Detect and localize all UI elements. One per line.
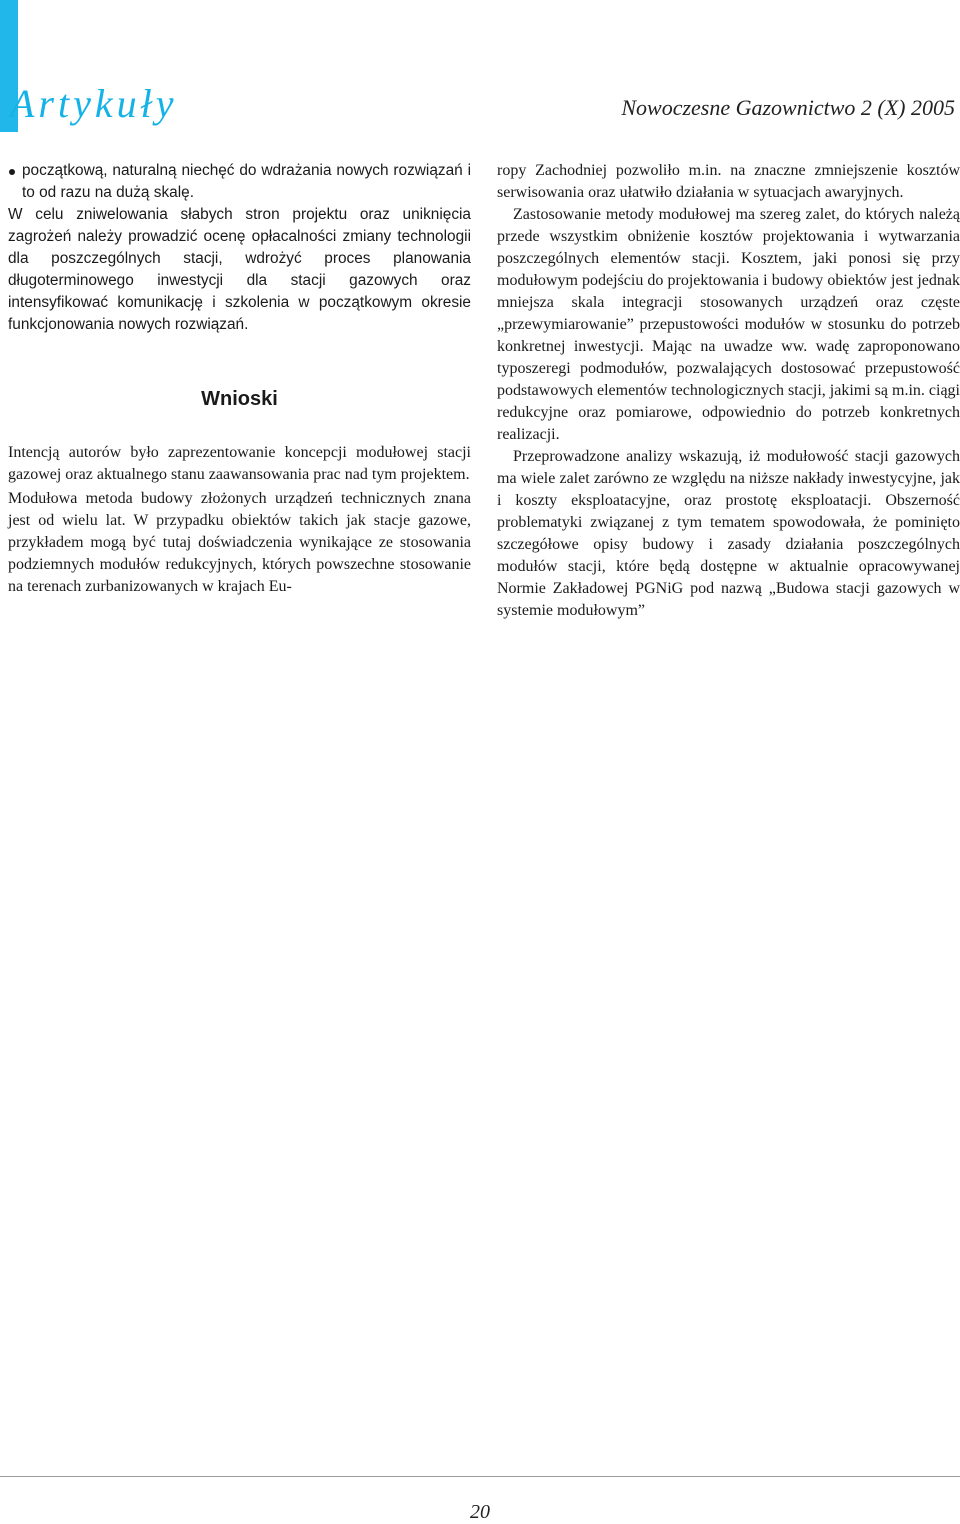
- section-heading: Wnioski: [201, 388, 278, 410]
- paragraph: Zastosowanie metody modułowej ma szereg zalet, do których należą przede wszystkim obniżenie kosztów projektowania i wytwarzania poszczególnych elementów stacji. Kosztem, jaki ponosi się przy modułowym podejściu do projektowania i budowy obiektów jest jednak mniejsza skala integracji stosowanych urządzeń oraz częste „przewymiarowanie” przepustowości modułów w stosunku do potrzeb konkretnej inwestycji. Mając na uwadze ww. wadę zaproponowano typoszeregi podmodułów, pozwalających dostosować przepustowość podstawowych elementów technologicznych stacji, jakimi są m.in. ciągi redukcyjne oraz pomiarowe, odpowiednio do potrzeb konkretnych realizacji.: [497, 206, 960, 443]
- paragraph: ropy Zachodniej pozwoliło m.in. na znaczne zmniejszenie kosztów serwisowania oraz ułatwiło działania w sytuacjach awaryjnych.: [497, 162, 960, 201]
- page-header: [0, 0, 960, 132]
- footer-divider: [0, 1476, 960, 1477]
- paragraph: Przeprowadzone analizy wskazują, iż modułowość stacji gazowych ma wiele zalet zarówno ze względu na niższe nakłady inwestycyjne, jak i koszty eksploatacyjne, oraz prostotę eksploatacji. Obszerność problematyki związanej z tym tematem spowodowała, że pominięto szczegółowe opisy budowy i zasady działania poszczególnych modułów stacji, które będą dostępne w aktualnie opracowywanej Normie Zakładowej PGNiG pod nazwą „Budowa stacji gazowych w systemie modułowym”: [497, 448, 960, 619]
- paragraph: W celu zniwelowania słabych stron projektu oraz uniknięcia zagrożeń należy prowadzić ocenę opłacalności zmiany technologii dla poszczególnych stacji, wdrożyć proces planowania długoterminowego inwestycji dla stacji gazowych oraz intensyfikować komunikację i szkolenia w początkowym okresie funkcjonowania nowych rozwiązań.: [8, 206, 471, 333]
- paragraph: Intencją autorów było zaprezentowanie koncepcji modułowej stacji gazowej oraz aktualnego stanu zaawansowania prac nad tym projektem.: [8, 444, 471, 483]
- paragraph: Modułowa metoda budowy złożonych urządzeń technicznych znana jest od wielu lat. W przypadku obiektów takich jak stacje gazowe, przykładem mogą być tutaj doświadczenia wynikające ze stosowania podziemnych modułów redukcyjnych, których powszechne stosowanie na terenach zurbanizowanych w krajach Eu-: [8, 490, 471, 595]
- section-title: Artykuły: [10, 81, 178, 126]
- bullet-text: początkową, naturalną niechęć do wdrażania nowych rozwiązań i to od razu na dużą skalę.: [22, 162, 471, 201]
- bullet-icon: [9, 169, 15, 175]
- left-column: [8, 160, 471, 598]
- bullet-item: [8, 160, 471, 204]
- page-number: 20: [470, 1501, 490, 1523]
- journal-issue: Nowoczesne Gazownictwo 2 (X) 2005: [621, 95, 955, 120]
- right-column: [497, 160, 960, 622]
